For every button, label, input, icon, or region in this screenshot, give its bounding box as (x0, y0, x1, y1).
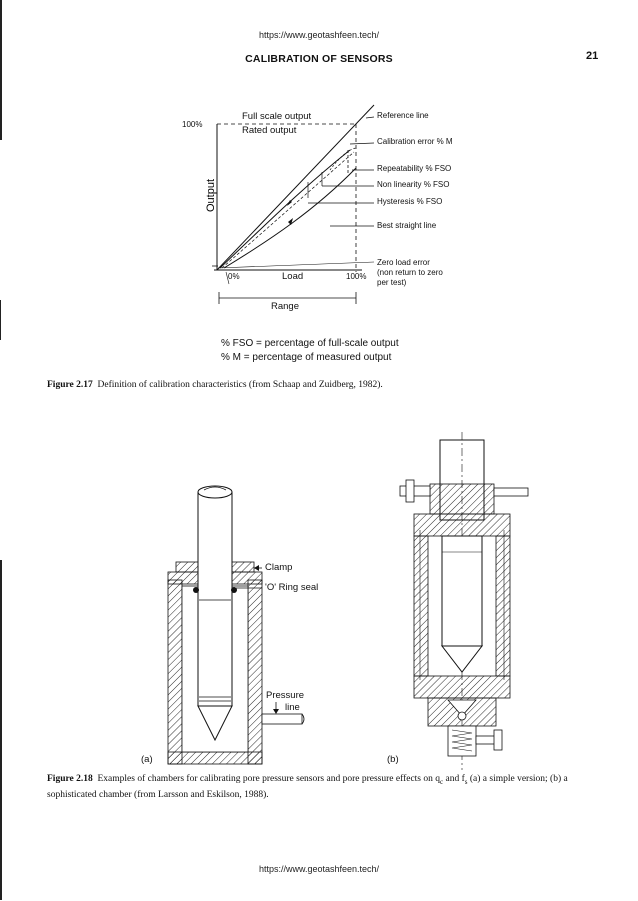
panel-a-label: (a) (141, 754, 153, 765)
range-label: Range (271, 301, 299, 312)
rated-output-label: Rated output (242, 125, 297, 136)
o-ring-seal-label: 'O' Ring seal (265, 582, 319, 593)
x-100-label: 100% (346, 272, 367, 281)
leader-zero-load (218, 262, 374, 268)
header-url[interactable]: https://www.geotashfeen.tech/ (258, 30, 380, 40)
pressure-label: Pressure (266, 690, 305, 701)
definition-m: % M = percentage of measured output (221, 352, 392, 363)
curve-tail (330, 148, 356, 170)
figure-2-18-caption: Figure 2.18 Examples of chambers for calibrating pore pressure sensors and pore pressure effects on $q_c$ and $f_s$ (a) a simple version; (b) a sophisticated chamber (from Larsson and Eskilson, 1988). (47, 774, 568, 800)
definitions (221, 337, 399, 365)
y-axis-label: Output (205, 178, 217, 212)
chamber-a (168, 486, 304, 764)
non-linearity-label: Non linearity % FSO (377, 180, 450, 189)
leader-calibration-error (350, 143, 374, 144)
chamber-b (400, 432, 528, 770)
hysteresis-label: Hysteresis % FSO (377, 197, 443, 206)
zero-load-error-label: Zero load error (non return to zero per test) (377, 258, 443, 287)
best-straight-line (222, 152, 354, 268)
full-scale-output-label: Full scale output (242, 111, 312, 122)
y-100-label: 100% (182, 120, 203, 129)
clamp-label: Clamp (265, 562, 293, 573)
reference-line-label: Reference line (377, 111, 429, 120)
x-0-label: 0% (228, 272, 240, 281)
calibration-chambers-diagram (0, 430, 638, 770)
page-number: 21 (586, 50, 599, 62)
panel-b-label: (b) (387, 754, 399, 765)
loading-curve (220, 150, 350, 268)
repeatability-label: Repeatability % FSO (377, 164, 452, 173)
section-title: CALIBRATION OF SENSORS (245, 53, 393, 65)
best-straight-line-label: Best straight line (377, 221, 437, 230)
unloading-curve (224, 168, 356, 268)
unloading-arrow (288, 218, 293, 225)
x-axis-label: Load (282, 271, 304, 282)
footer-url[interactable]: https://www.geotashfeen.tech/ (258, 864, 380, 874)
figure-2-17-caption: Figure 2.17 Definition of calibration characteristics (from Schaap and Zuidberg, 1982). (47, 380, 383, 390)
calibration-error-label: Calibration error % M (377, 137, 453, 146)
line-label: line (285, 702, 300, 713)
definition-fso: % FSO = percentage of full-scale output (221, 338, 399, 349)
leader-reference (366, 117, 374, 118)
